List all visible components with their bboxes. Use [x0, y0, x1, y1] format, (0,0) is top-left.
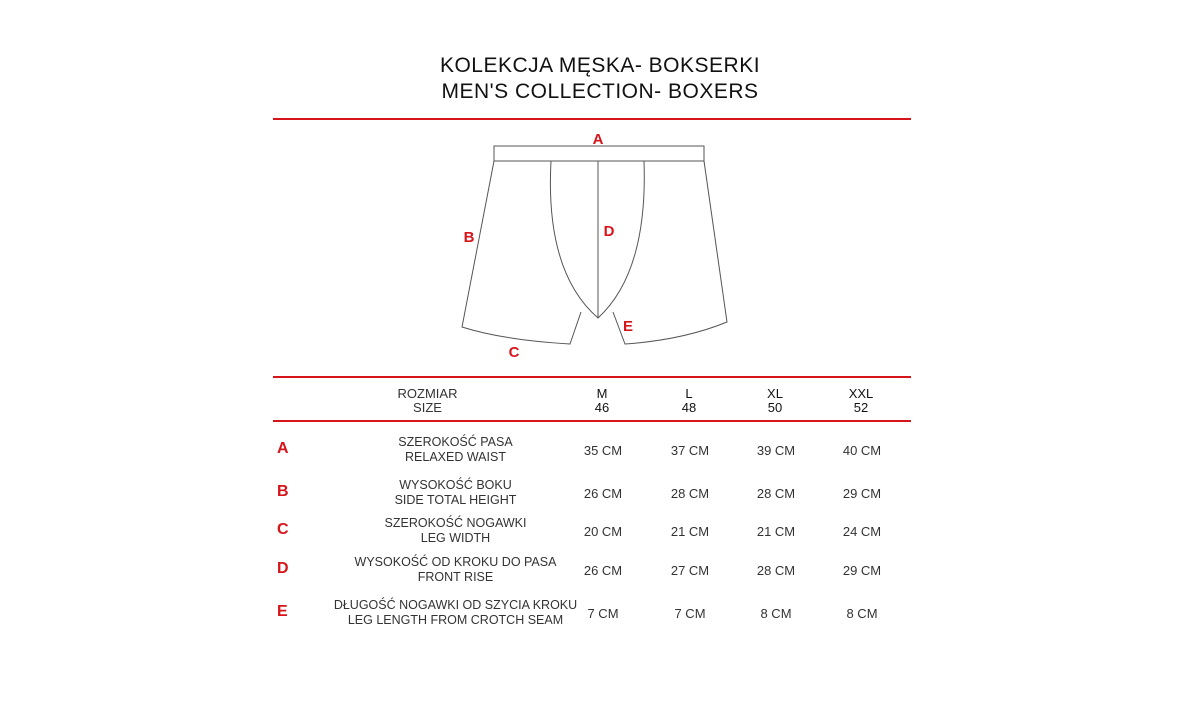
row-desc-pl: DŁUGOŚĆ NOGAWKI OD SZYCIA KROKU — [333, 598, 578, 612]
diagram-label-d: D — [603, 223, 615, 240]
row-letter: B — [277, 483, 289, 500]
cell-m: 20 CM — [583, 524, 623, 539]
row-desc-en: FRONT RISE — [417, 570, 494, 584]
cell-m: 7 CM — [587, 606, 619, 621]
divider-header — [273, 420, 911, 422]
size-eu: 48 — [681, 400, 697, 415]
size-header-en: SIZE — [413, 400, 442, 415]
size-name: M — [596, 386, 608, 401]
size-col-xl — [740, 387, 810, 415]
row-desc-pl: WYSOKOŚĆ BOKU — [399, 478, 512, 492]
cell-xxl: 8 CM — [846, 606, 878, 621]
row-letter: E — [277, 603, 288, 620]
row-letter: D — [277, 560, 289, 577]
cell-l: 7 CM — [674, 606, 706, 621]
cell-l: 37 CM — [670, 443, 710, 458]
diagram-label-e: E — [622, 318, 634, 335]
page-title: KOLEKCJA MĘSKA- BOKSERKI — [439, 54, 761, 77]
boxers-illustration — [273, 122, 911, 372]
boxers-diagram — [273, 122, 911, 372]
cell-xxl: 29 CM — [842, 486, 882, 501]
cell-m: 26 CM — [583, 486, 623, 501]
divider-top — [273, 118, 911, 120]
row-desc-en: SIDE TOTAL HEIGHT — [394, 493, 517, 507]
size-header — [300, 387, 555, 415]
size-col-xxl — [826, 387, 896, 415]
row-desc-en: LEG WIDTH — [420, 531, 491, 545]
left-leg-outline — [462, 161, 581, 344]
cell-m: 35 CM — [583, 443, 623, 458]
cell-l: 21 CM — [670, 524, 710, 539]
right-leg-outline — [613, 161, 727, 344]
row-desc-pl: WYSOKOŚĆ OD KROKU DO PASA — [354, 555, 557, 569]
table-row — [273, 431, 911, 471]
cell-l: 28 CM — [670, 486, 710, 501]
row-desc-en: LEG LENGTH FROM CROTCH SEAM — [347, 613, 564, 627]
cell-l: 27 CM — [670, 563, 710, 578]
size-header-pl: ROZMIAR — [397, 386, 458, 401]
front-pouch-outline — [550, 161, 644, 318]
cell-xxl: 40 CM — [842, 443, 882, 458]
table-row — [273, 594, 911, 634]
page-subtitle: MEN'S COLLECTION- BOXERS — [441, 80, 759, 103]
cell-xl: 28 CM — [756, 486, 796, 501]
size-name: XL — [767, 386, 783, 401]
diagram-label-a: A — [592, 131, 604, 148]
size-eu: 46 — [594, 400, 610, 415]
table-row — [273, 474, 911, 514]
cell-m: 26 CM — [583, 563, 623, 578]
size-col-m — [567, 387, 637, 415]
cell-xxl: 24 CM — [842, 524, 882, 539]
table-row — [273, 512, 911, 552]
size-eu: 50 — [767, 400, 783, 415]
row-desc-pl: SZEROKOŚĆ NOGAWKI — [384, 516, 527, 530]
cell-xl: 28 CM — [756, 563, 796, 578]
size-name: XXL — [848, 386, 874, 401]
size-col-l — [654, 387, 724, 415]
cell-xxl: 29 CM — [842, 563, 882, 578]
row-desc-en: RELAXED WAIST — [405, 450, 506, 464]
waistband-outline — [494, 146, 704, 161]
cell-xl: 39 CM — [756, 443, 796, 458]
cell-xl: 21 CM — [756, 524, 796, 539]
row-letter: C — [277, 521, 289, 538]
diagram-label-c: C — [508, 344, 520, 361]
table-row — [273, 551, 911, 591]
divider-table-top — [273, 376, 911, 378]
row-letter: A — [277, 440, 289, 457]
row-desc-pl: SZEROKOŚĆ PASA — [398, 435, 513, 449]
size-eu: 52 — [853, 400, 869, 415]
size-name: L — [685, 386, 693, 401]
diagram-label-b: B — [463, 229, 475, 246]
cell-xl: 8 CM — [760, 606, 792, 621]
